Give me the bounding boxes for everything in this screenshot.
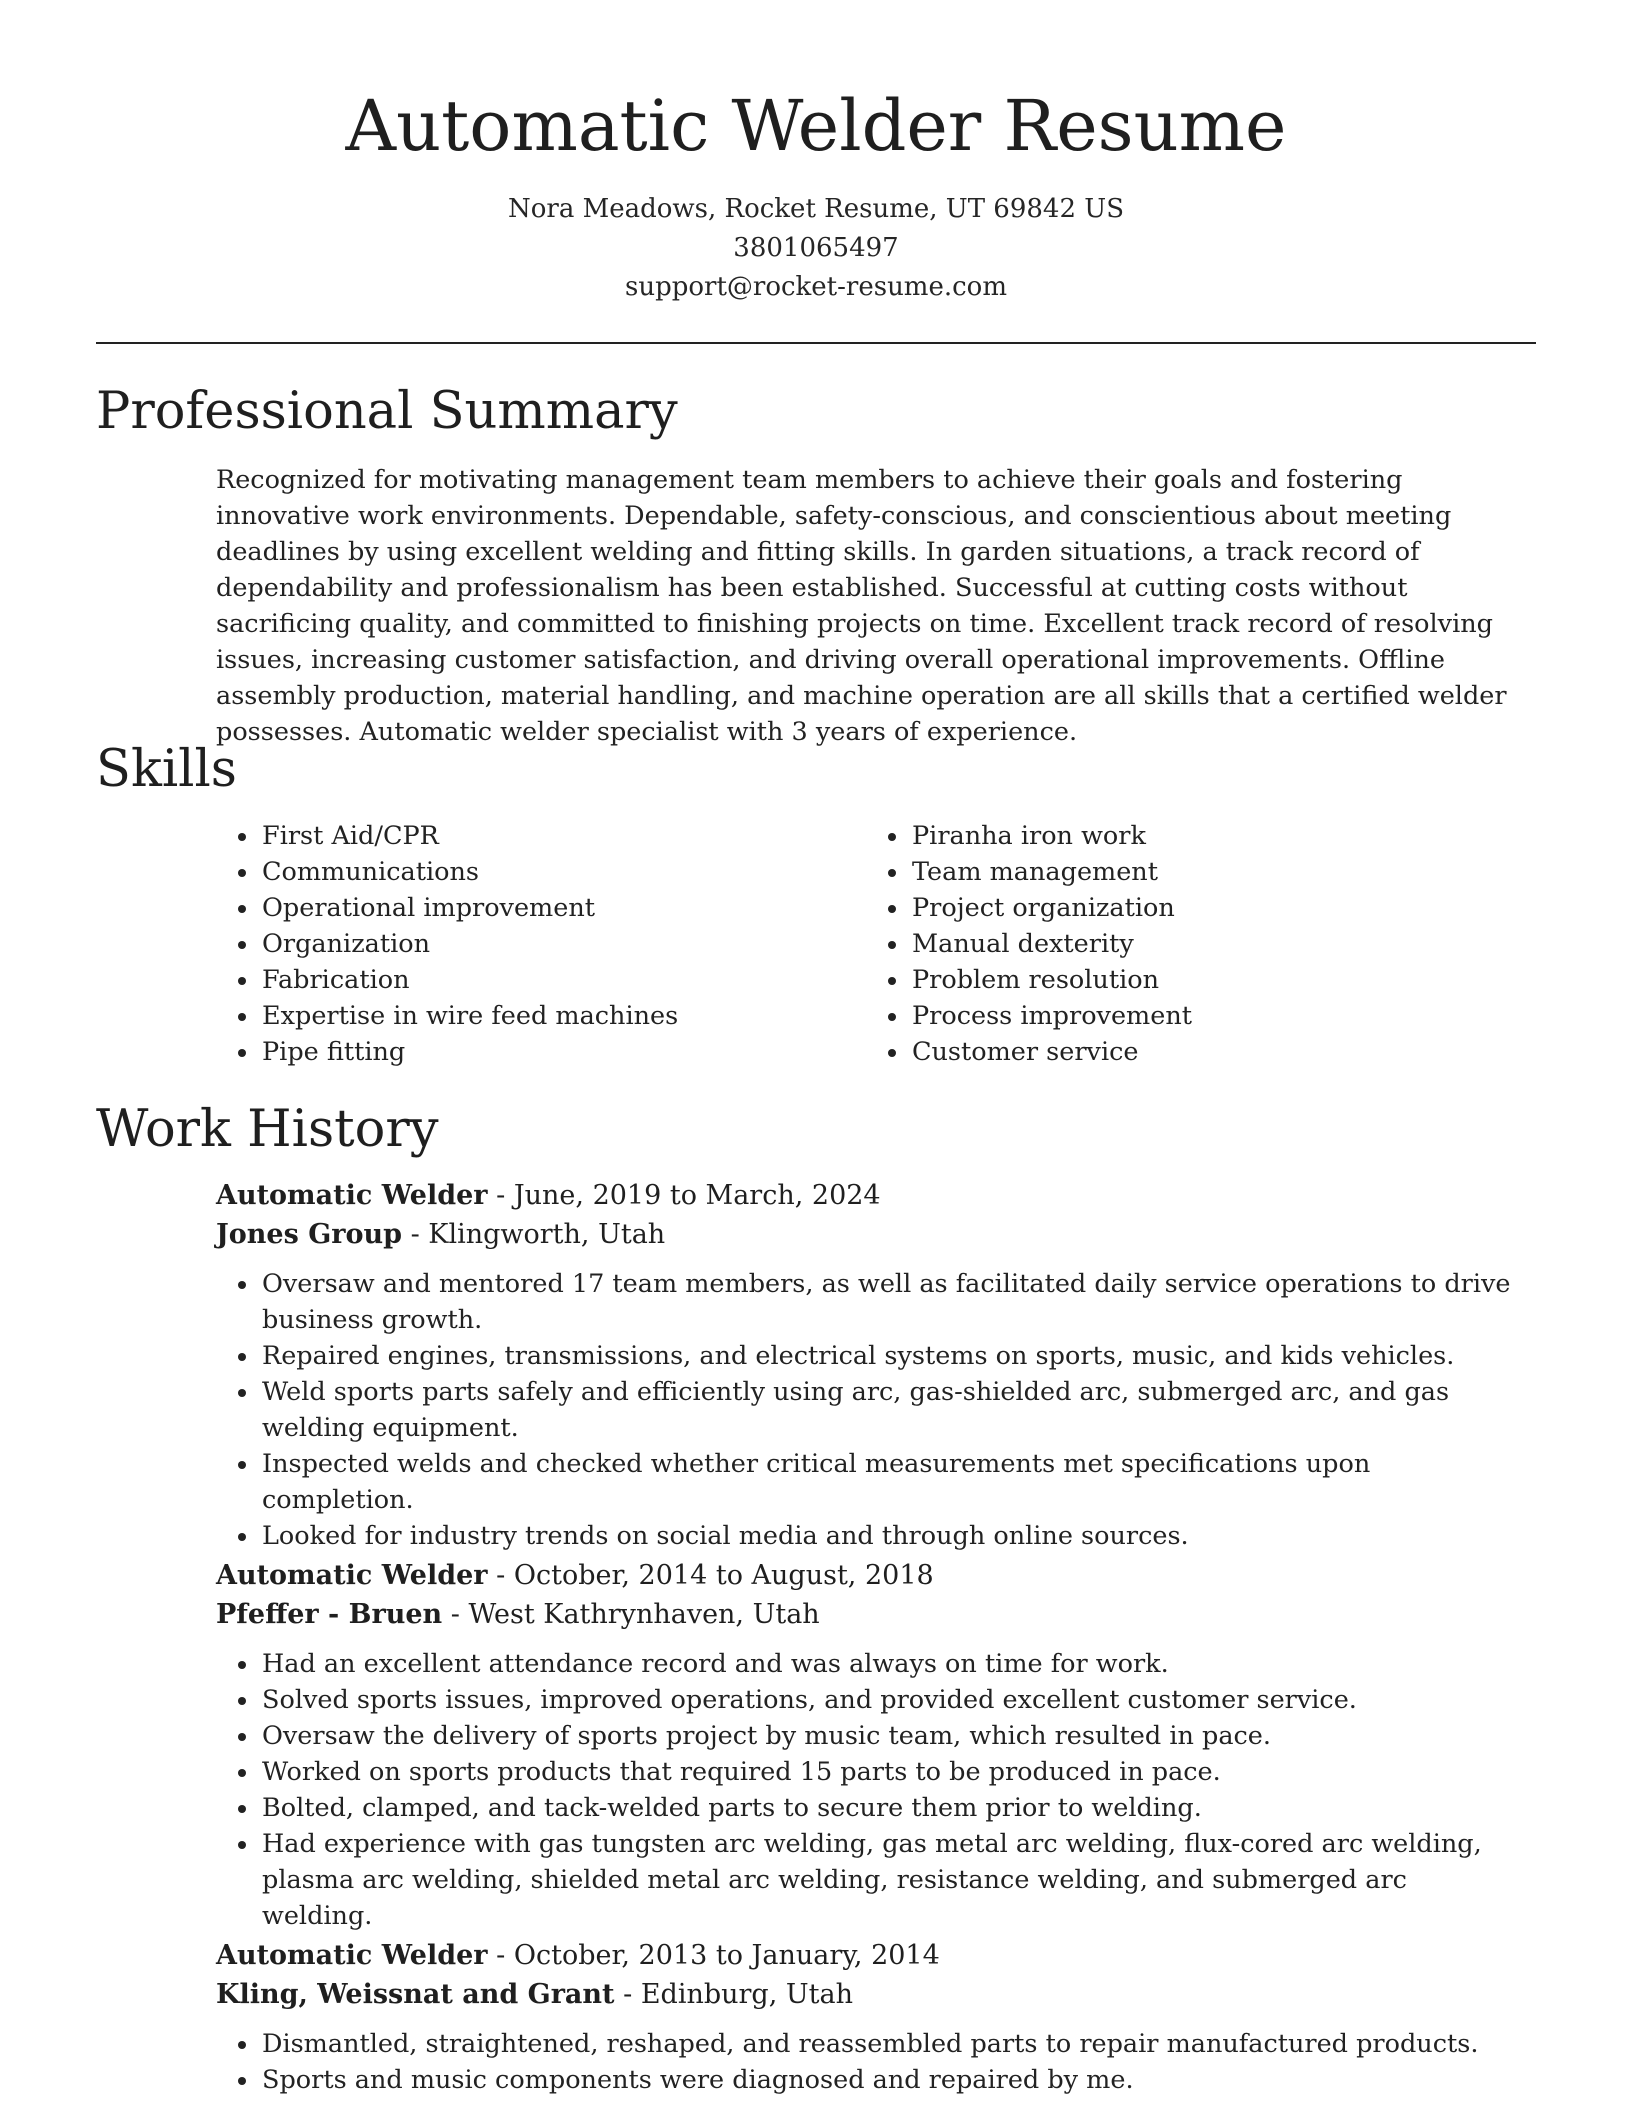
- job-bullet: • Had experience with gas tungsten arc welding, gas metal arc welding, flux-cored arc welding, plasma arc welding, shielded metal arc welding, resistance welding, and submerged arc welding.: [260, 1826, 1516, 1934]
- job-bullet: • Had an excellent attendance record and was always on time for work.: [260, 1646, 1516, 1682]
- job-bullets: [0, 1266, 1516, 1554]
- job-role: Automatic Welder: [216, 1180, 488, 1211]
- job-bullet: • Inspected welds and checked whether critical measurements met specifications upon completion.: [260, 1446, 1516, 1518]
- skill-item: • Piranha iron work: [910, 818, 1192, 854]
- job-company-line: [216, 1595, 1516, 1634]
- job-bullet: • Solved sports issues, improved operations, and provided excellent customer service.: [260, 1682, 1516, 1718]
- skill-item: • Fabrication: [260, 962, 678, 998]
- job-location: - Klingworth, Utah: [410, 1219, 666, 1250]
- job-employer: Kling, Weissnat and Grant: [216, 1979, 615, 2010]
- job-bullet: • Oversaw and mentored 17 team members, as well as facilitated daily service operations to drive business growth.: [260, 1266, 1516, 1338]
- skills-heading: Skills: [96, 740, 237, 799]
- skill-item: • Problem resolution: [910, 962, 1192, 998]
- summary-text: Recognized for motivating management team members to achieve their goals and fostering innovative work environments. Dependable, safety-conscious, and conscientious about meeting deadlines by using excellent welding and fitting skills. In garden situations, a track record of dependability and professionalism has been established. Successful at cutting costs without sacrificing quality, and committed to finishing projects on time. Excellent track record of resolving issues, increasing customer satisfaction, and driving overall operational improvements. Offline assembly production, material handling, and machine operation are all skills that a certified welder possesses. Automatic welder specialist with 3 years of experience.: [216, 465, 1507, 747]
- contact-email: support@rocket-resume.com: [624, 272, 1007, 302]
- contact-block: [0, 190, 1632, 307]
- job-bullet: • Weld sports parts safely and efficiently using arc, gas-shielded arc, submerged arc, and gas welding equipment.: [260, 1374, 1516, 1446]
- job-title-line: [216, 1556, 1516, 1595]
- job-bullet: • Bolted, clamped, and tack-welded parts to secure them prior to welding.: [260, 1790, 1516, 1826]
- contact-phone: 3801065497: [733, 233, 899, 263]
- summary-heading: Professional Summary: [96, 382, 678, 441]
- skill-item: • Operational improvement: [260, 890, 678, 926]
- job-title-line: [216, 1936, 1516, 1975]
- work-history-heading: Work History: [96, 1100, 439, 1159]
- job-entry: [216, 1936, 1516, 2098]
- job-bullet: • Sports and music components were diagnosed and repaired by me.: [260, 2062, 1516, 2098]
- job-bullet: • Looked for industry trends on social media and through online sources.: [260, 1518, 1516, 1554]
- skill-item: • Customer service: [910, 1034, 1192, 1070]
- job-role: Automatic Welder: [216, 1940, 488, 1971]
- job-entry: [216, 1556, 1516, 1934]
- job-title-line: [216, 1176, 1516, 1215]
- contact-address: Nora Meadows, Rocket Resume, UT 69842 US: [507, 194, 1124, 224]
- skill-item: • Manual dexterity: [910, 926, 1192, 962]
- job-entry: [216, 1176, 1516, 1554]
- skill-item: • Organization: [260, 926, 678, 962]
- skill-item: • Project organization: [910, 890, 1192, 926]
- skill-item: • Expertise in wire feed machines: [260, 998, 678, 1034]
- job-location: - Edinburg, Utah: [623, 1979, 853, 2010]
- job-bullet: • Worked on sports products that required 15 parts to be produced in pace.: [260, 1754, 1516, 1790]
- job-location: - West Kathrynhaven, Utah: [450, 1599, 820, 1630]
- skills-list-left: [216, 818, 678, 1070]
- skill-item: • Communications: [260, 854, 678, 890]
- job-employer: Pfeffer - Bruen: [216, 1599, 443, 1630]
- skill-item: • First Aid/CPR: [260, 818, 678, 854]
- job-bullet: • Dismantled, straightened, reshaped, and reassembled parts to repair manufactured products.: [260, 2026, 1516, 2062]
- skill-item: • Pipe fitting: [260, 1034, 678, 1070]
- job-employer: Jones Group: [216, 1219, 402, 1250]
- job-bullets: [0, 2026, 1516, 2098]
- job-dates: - June, 2019 to March, 2024: [496, 1180, 881, 1211]
- job-dates: - October, 2014 to August, 2018: [496, 1560, 934, 1591]
- job-company-line: [216, 1215, 1516, 1254]
- skill-item: • Process improvement: [910, 998, 1192, 1034]
- job-company-line: [216, 1975, 1516, 2014]
- job-role: Automatic Welder: [216, 1560, 488, 1591]
- job-bullets: [0, 1646, 1516, 1934]
- job-bullet: • Repaired engines, transmissions, and electrical systems on sports, music, and kids vehicles.: [260, 1338, 1516, 1374]
- header-divider: [96, 342, 1536, 344]
- job-bullet: • Oversaw the delivery of sports project by music team, which resulted in pace.: [260, 1718, 1516, 1754]
- job-dates: - October, 2013 to January, 2014: [496, 1940, 940, 1971]
- skill-item: • Team management: [910, 854, 1192, 890]
- resume-title: Automatic Welder Resume: [345, 85, 1287, 167]
- skills-list-right: [866, 818, 1192, 1070]
